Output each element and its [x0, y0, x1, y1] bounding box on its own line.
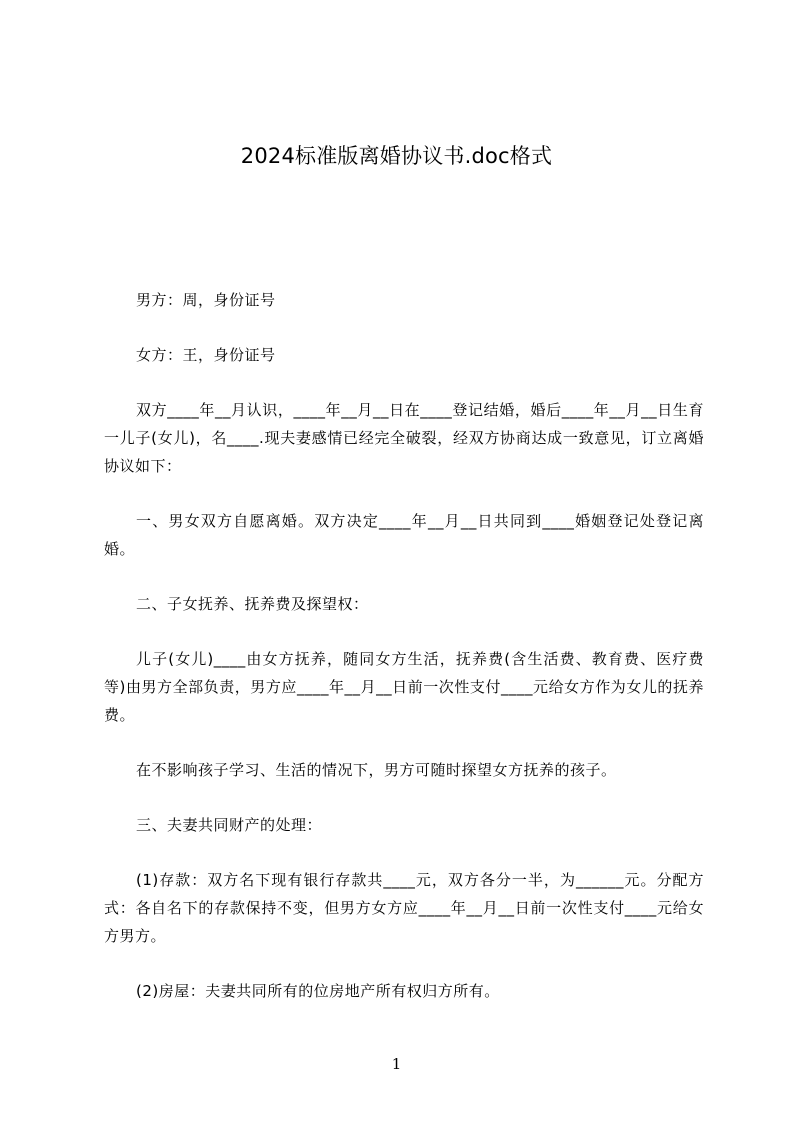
- paragraph-husband: 男方：周，身份证号: [136, 291, 276, 309]
- paragraph-savings: (1)存款：双方名下现有银行存款共____元，双方各分一半，为______元。分配方式：各自名下的存款保持不变，但男方女方应____年__月__日前一次性支付____元给女方男方。: [104, 871, 704, 945]
- paragraph-clause-2-heading: 二、子女抚养、抚养费及探望权：: [136, 595, 369, 613]
- document-title: 2024标准版离婚协议书.doc格式: [240, 144, 553, 168]
- paragraph-clause-1: 一、男女双方自愿离婚。双方决定____年__月__日共同到____婚姻登记处登记离婚。: [104, 512, 704, 558]
- paragraph-clause-3-heading: 三、夫妻共同财产的处理：: [136, 816, 323, 834]
- document-body: [104, 286, 704, 1005]
- paragraph-visitation: 在不影响孩子学习、生活的情况下，男方可随时探望女方抚养的孩子。: [136, 761, 617, 779]
- page-number: 1: [391, 1055, 402, 1073]
- paragraph-background: 双方____年__月认识，____年__月__日在____登记结婚，婚后____年__月__日生育一儿子(女儿)，名____.现夫妻感情已经完全破裂，经双方协商达成一致意见，订立离婚协议如下：: [104, 401, 704, 475]
- paragraph-housing: (2)房屋：夫妻共同所有的位房地产所有权归方所有。: [136, 982, 500, 1000]
- paragraph-wife: 女方：王，身份证号: [136, 346, 276, 364]
- paragraph-child-support: 儿子(女儿)____由女方抚养，随同女方生活，抚养费(含生活费、教育费、医疗费等)由男方全部负责，男方应____年__月__日前一次性支付____元给女方作为女儿的抚养费。: [104, 650, 704, 724]
